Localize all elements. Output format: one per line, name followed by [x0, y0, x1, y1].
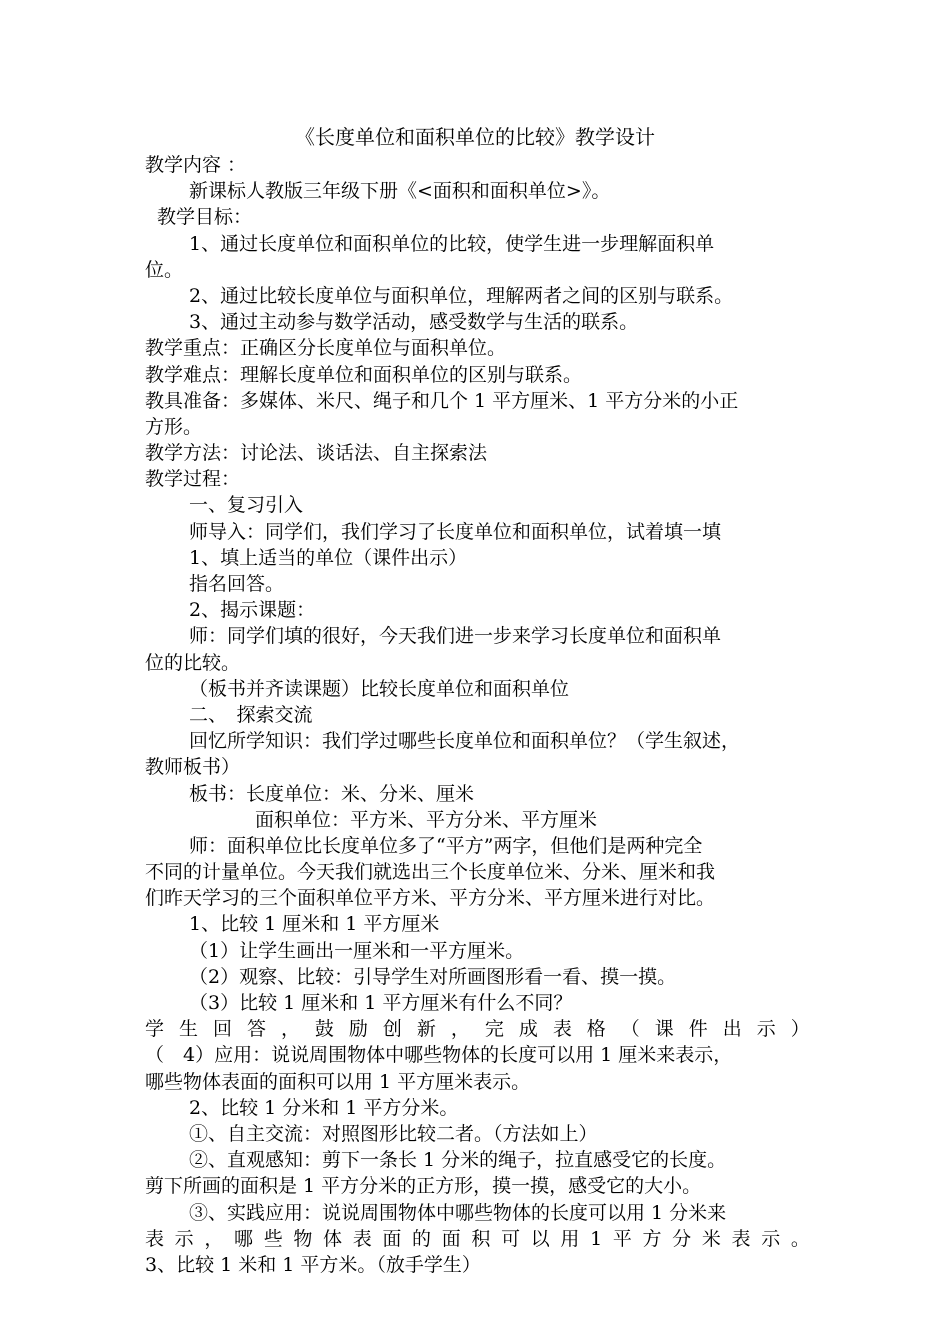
justified-char: 的	[412, 1227, 432, 1250]
justified-line	[145, 1226, 810, 1252]
justified-char: 米	[701, 1227, 721, 1250]
heading-teaching-aids: 教具准备：多媒体、米尺、绳子和几个 1 平方厘米、1 平方分米的小正	[145, 389, 739, 412]
paragraph-line: 3、通过主动参与数学活动，感受数学与生活的联系。	[189, 311, 639, 334]
paragraph-line: 师：面积单位比长度单位多了“平方”两字，但他们是两种完全	[189, 834, 703, 857]
heading-teaching-methods: 教学方法：讨论法、谈话法、自主探索法	[145, 442, 488, 465]
justified-char: ）	[790, 1018, 810, 1041]
justified-line	[145, 1016, 810, 1042]
paragraph-line: 1、通过长度单位和面积单位的比较，使学生进一步理解面积单	[189, 232, 715, 255]
justified-char: 1	[590, 1227, 603, 1250]
paragraph-line: 1、填上适当的单位（课件出示）	[189, 546, 468, 569]
justified-char: 些	[263, 1227, 283, 1250]
paragraph-line: 新课标人教版三年级下册《<面积和面积单位>》。	[189, 180, 611, 203]
paragraph-line: 位。	[145, 258, 184, 281]
justified-char: 示	[761, 1227, 781, 1250]
paragraph-line: 指名回答。	[189, 573, 285, 595]
justified-char: 表	[145, 1227, 165, 1250]
paragraph-line: ②、直观感知：剪下一条长 1 分米的绳子，拉直感受它的长度。	[189, 1149, 727, 1172]
heading-key-points: 教学重点：正确区分长度单位与面积单位。	[145, 337, 507, 360]
paragraph-line: 3、比较 1 米和 1 平方米。（放手学生）	[145, 1253, 481, 1276]
paragraph-line: 不同的计量单位。今天我们就选出三个长度单位米、分米、厘米和我	[145, 861, 716, 884]
heading-teaching-content: 教学内容 ：	[145, 154, 247, 176]
paragraph-line: （1）让学生画出一厘米和一平方厘米。	[189, 939, 525, 962]
justified-char: ，	[450, 1018, 470, 1041]
paragraph-line: 2、比较 1 分米和 1 平方分米。	[189, 1096, 459, 1119]
paragraph-line: 们昨天学习的三个面积单位平方米、平方分米、平方厘米进行对比。	[145, 887, 716, 910]
justified-char: 表	[731, 1227, 751, 1250]
justified-char: 以	[530, 1227, 550, 1250]
paragraph-line: 剪下所画的面积是 1 平方分米的正方形，摸一摸，感受它的大小。	[145, 1175, 702, 1198]
paragraph-line: 位的比较。	[145, 651, 241, 674]
paragraph-line: 师：同学们填的很好，今天我们进一步来学习长度单位和面积单	[189, 625, 722, 648]
justified-char: 励	[348, 1018, 368, 1041]
section-heading: 一、复习引入	[189, 494, 304, 517]
paragraph-line: （2）观察、比较：引导学生对所画图形看一看、摸一摸。	[189, 965, 677, 988]
justified-char: 示	[756, 1018, 776, 1041]
justified-char: 表	[552, 1018, 572, 1041]
justified-char: ，	[204, 1227, 224, 1250]
justified-char: 体	[323, 1227, 343, 1250]
paragraph-line: 回忆所学知识：我们学过哪些长度单位和面积单位？（学生叙述，	[189, 730, 741, 753]
justified-char: 。	[790, 1227, 810, 1250]
justified-char: 完	[484, 1018, 504, 1041]
justified-char: 方	[642, 1227, 662, 1250]
paragraph-line: 面积单位：平方米、平方分米、平方厘米	[255, 808, 598, 831]
justified-char: 格	[586, 1018, 606, 1041]
justified-char: 答	[246, 1018, 266, 1041]
paragraph-line: 2、揭示课题：	[189, 599, 316, 622]
justified-char: 回	[212, 1018, 232, 1041]
document-title: 《长度单位和面积单位的比较》教学设计	[295, 125, 655, 149]
justified-char: 平	[612, 1227, 632, 1250]
paragraph-line: ①、自主交流：对照图形比较二者。（方法如上）	[189, 1122, 598, 1145]
paragraph-line: 1、比较 1 厘米和 1 平方厘米	[189, 913, 440, 936]
paragraph-line: 教师板书）	[145, 756, 241, 779]
paragraph-line: 方形。	[145, 415, 203, 438]
justified-char: 用	[560, 1227, 580, 1250]
paragraph-line: 板书：长度单位：米、分米、厘米	[189, 782, 475, 805]
justified-char: ，	[280, 1018, 300, 1041]
justified-char: 成	[518, 1018, 538, 1041]
justified-char: 示	[174, 1227, 194, 1250]
justified-char: 面	[382, 1227, 402, 1250]
justified-char: 面	[441, 1227, 461, 1250]
heading-teaching-process: 教学过程：	[145, 468, 241, 491]
paragraph-line: （ 4）应用：说说周围物体中哪些物体的长度可以用 1 厘米来表示，	[145, 1044, 733, 1067]
section-heading: 二、 探索交流	[189, 703, 313, 726]
justified-char: 鼓	[314, 1018, 334, 1041]
justified-char: 物	[293, 1227, 313, 1250]
justified-char: 可	[501, 1227, 521, 1250]
justified-char: 件	[688, 1018, 708, 1041]
justified-char: 创	[382, 1018, 402, 1041]
paragraph-line: （3）比较 1 厘米和 1 平方厘米有什么不同？	[189, 992, 573, 1014]
justified-char: 学	[145, 1018, 165, 1041]
justified-char: 新	[416, 1018, 436, 1041]
justified-char: 出	[722, 1018, 742, 1041]
paragraph-line: （板书并齐读课题）比较长度单位和面积单位	[189, 677, 570, 700]
document-body	[145, 152, 810, 1278]
paragraph-line: 师导入：同学们，我们学习了长度单位和面积单位，试着填一填	[189, 520, 722, 543]
justified-char: 课	[654, 1018, 674, 1041]
justified-char: 哪	[234, 1227, 254, 1250]
justified-char: （	[620, 1018, 640, 1041]
justified-char: 积	[471, 1227, 491, 1250]
heading-teaching-goals: 教学目标：	[157, 206, 253, 229]
paragraph-line: ③、实践应用：说说周围物体中哪些物体的长度可以用 1 分米来	[189, 1201, 727, 1224]
justified-char: 表	[352, 1227, 372, 1250]
paragraph-line: 哪些物体表面的面积可以用 1 平方厘米表示。	[145, 1070, 531, 1093]
paragraph-line: 2、通过比较长度单位与面积单位，理解两者之间的区别与联系。	[189, 284, 734, 307]
justified-char: 生	[178, 1018, 198, 1041]
justified-char: 分	[672, 1227, 692, 1250]
heading-difficulties: 教学难点：理解长度单位和面积单位的区别与联系。	[145, 363, 583, 386]
